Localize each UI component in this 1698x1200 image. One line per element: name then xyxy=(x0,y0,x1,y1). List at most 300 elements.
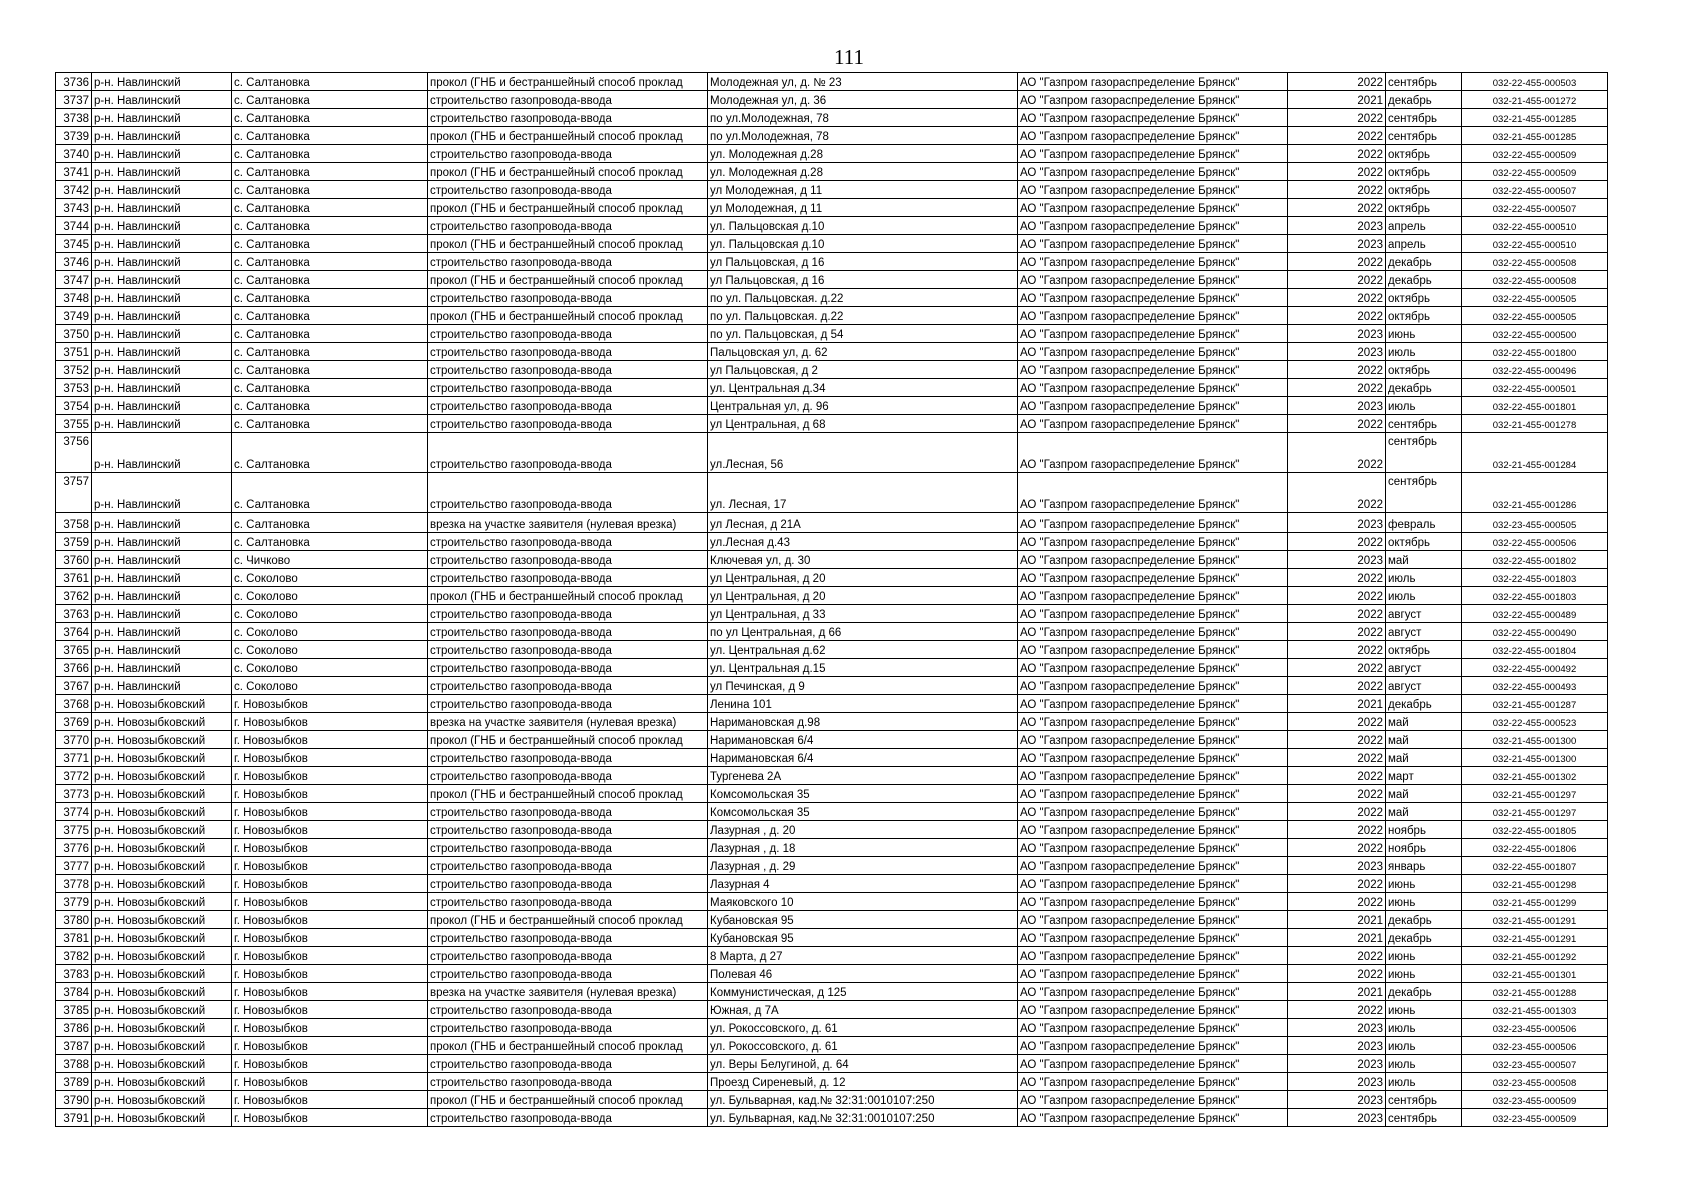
cell-district: р-н. Новозыбковский xyxy=(92,821,232,839)
cell-district: р-н. Навлинский xyxy=(92,473,232,513)
cell-request-number: 032-21-455-001284 xyxy=(1462,433,1608,473)
table-row xyxy=(56,181,1608,199)
table-row xyxy=(56,145,1608,163)
cell-row-number: 3770 xyxy=(56,731,92,749)
cell-address: Тургенева 2А xyxy=(708,767,1018,785)
cell-address: Наримановская 6/4 xyxy=(708,731,1018,749)
cell-year: 2023 xyxy=(1288,857,1386,875)
cell-row-number: 3749 xyxy=(56,307,92,325)
cell-request-number: 032-22-455-001803 xyxy=(1462,569,1608,587)
cell-request-number: 032-22-455-001805 xyxy=(1462,821,1608,839)
cell-district: р-н. Новозыбковский xyxy=(92,785,232,803)
cell-district: р-н. Новозыбковский xyxy=(92,1109,232,1127)
cell-year: 2022 xyxy=(1288,893,1386,911)
cell-month: июнь xyxy=(1386,1001,1462,1019)
cell-row-number: 3766 xyxy=(56,659,92,677)
cell-address: Южная, д 7А xyxy=(708,1001,1018,1019)
table-row xyxy=(56,569,1608,587)
cell-request-number: 032-22-455-000507 xyxy=(1462,181,1608,199)
cell-row-number: 3767 xyxy=(56,677,92,695)
cell-request-number: 032-22-455-000489 xyxy=(1462,605,1608,623)
cell-address: ул Молодежная, д 11 xyxy=(708,199,1018,217)
cell-request-number: 032-23-455-000509 xyxy=(1462,1109,1608,1127)
cell-month: сентябрь xyxy=(1386,73,1462,91)
cell-contractor: АО "Газпром газораспределение Брянск" xyxy=(1018,821,1288,839)
cell-address: Коммунистическая, д 125 xyxy=(708,983,1018,1001)
cell-locality: с. Салтановка xyxy=(232,379,428,397)
cell-locality: с. Соколово xyxy=(232,641,428,659)
cell-year: 2022 xyxy=(1288,731,1386,749)
cell-request-number: 032-22-455-000508 xyxy=(1462,253,1608,271)
cell-request-number: 032-21-455-001301 xyxy=(1462,965,1608,983)
cell-year: 2022 xyxy=(1288,1001,1386,1019)
cell-year: 2022 xyxy=(1288,533,1386,551)
table-row xyxy=(56,623,1608,641)
cell-locality: г. Новозыбков xyxy=(232,893,428,911)
cell-locality: г. Новозыбков xyxy=(232,821,428,839)
cell-contractor: АО "Газпром газораспределение Брянск" xyxy=(1018,91,1288,109)
cell-row-number: 3786 xyxy=(56,1019,92,1037)
cell-district: р-н. Навлинский xyxy=(92,379,232,397)
cell-year: 2022 xyxy=(1288,641,1386,659)
cell-work-type: строительство газопровода-ввода xyxy=(428,343,708,361)
cell-month: август xyxy=(1386,623,1462,641)
cell-work-type: строительство газопровода-ввода xyxy=(428,433,708,473)
cell-work-type: строительство газопровода-ввода xyxy=(428,1073,708,1091)
table-row xyxy=(56,1019,1608,1037)
table-row xyxy=(56,911,1608,929)
cell-contractor: АО "Газпром газораспределение Брянск" xyxy=(1018,713,1288,731)
cell-district: р-н. Навлинский xyxy=(92,397,232,415)
cell-contractor: АО "Газпром газораспределение Брянск" xyxy=(1018,235,1288,253)
cell-year: 2022 xyxy=(1288,73,1386,91)
cell-year: 2021 xyxy=(1288,929,1386,947)
cell-district: р-н. Новозыбковский xyxy=(92,767,232,785)
cell-year: 2022 xyxy=(1288,623,1386,641)
table-row xyxy=(56,415,1608,433)
cell-work-type: строительство газопровода-ввода xyxy=(428,893,708,911)
table-row xyxy=(56,749,1608,767)
cell-work-type: строительство газопровода-ввода xyxy=(428,551,708,569)
cell-row-number: 3762 xyxy=(56,587,92,605)
cell-row-number: 3787 xyxy=(56,1037,92,1055)
cell-row-number: 3741 xyxy=(56,163,92,181)
cell-district: р-н. Навлинский xyxy=(92,163,232,181)
cell-year: 2022 xyxy=(1288,127,1386,145)
cell-request-number: 032-21-455-001272 xyxy=(1462,91,1608,109)
cell-district: р-н. Новозыбковский xyxy=(92,731,232,749)
cell-request-number: 032-21-455-001291 xyxy=(1462,911,1608,929)
cell-month: март xyxy=(1386,767,1462,785)
cell-year: 2023 xyxy=(1288,1109,1386,1127)
cell-work-type: строительство газопровода-ввода xyxy=(428,1109,708,1127)
cell-contractor: АО "Газпром газораспределение Брянск" xyxy=(1018,569,1288,587)
cell-month: октябрь xyxy=(1386,289,1462,307)
cell-row-number: 3777 xyxy=(56,857,92,875)
cell-district: р-н. Навлинский xyxy=(92,551,232,569)
cell-year: 2023 xyxy=(1288,217,1386,235)
cell-year: 2022 xyxy=(1288,569,1386,587)
cell-row-number: 3740 xyxy=(56,145,92,163)
cell-year: 2022 xyxy=(1288,605,1386,623)
cell-work-type: строительство газопровода-ввода xyxy=(428,875,708,893)
table-row xyxy=(56,821,1608,839)
cell-district: р-н. Навлинский xyxy=(92,181,232,199)
cell-address: Кубановская 95 xyxy=(708,929,1018,947)
cell-locality: с. Салтановка xyxy=(232,289,428,307)
cell-address: ул. Бульварная, кад.№ 32:31:0010107:250 xyxy=(708,1109,1018,1127)
cell-locality: с. Салтановка xyxy=(232,163,428,181)
cell-district: р-н. Навлинский xyxy=(92,109,232,127)
cell-row-number: 3774 xyxy=(56,803,92,821)
cell-month: ноябрь xyxy=(1386,839,1462,857)
cell-work-type: строительство газопровода-ввода xyxy=(428,361,708,379)
cell-year: 2022 xyxy=(1288,145,1386,163)
cell-locality: с. Салтановка xyxy=(232,91,428,109)
cell-address: ул. Центральная д.34 xyxy=(708,379,1018,397)
cell-month: октябрь xyxy=(1386,181,1462,199)
cell-row-number: 3738 xyxy=(56,109,92,127)
cell-request-number: 032-21-455-001300 xyxy=(1462,749,1608,767)
cell-contractor: АО "Газпром газораспределение Брянск" xyxy=(1018,181,1288,199)
cell-address: ул Пальцовская, д 2 xyxy=(708,361,1018,379)
cell-month: сентябрь xyxy=(1386,1091,1462,1109)
cell-address: по ул. Пальцовская. д.22 xyxy=(708,307,1018,325)
cell-request-number: 032-21-455-001286 xyxy=(1462,473,1608,513)
cell-address: Проезд Сиреневый, д. 12 xyxy=(708,1073,1018,1091)
cell-district: р-н. Навлинский xyxy=(92,145,232,163)
cell-month: июль xyxy=(1386,587,1462,605)
cell-locality: г. Новозыбков xyxy=(232,929,428,947)
table-row xyxy=(56,1055,1608,1073)
cell-year: 2021 xyxy=(1288,983,1386,1001)
cell-month: октябрь xyxy=(1386,199,1462,217)
cell-work-type: прокол (ГНБ и бестраншейный способ проклад xyxy=(428,785,708,803)
cell-contractor: АО "Газпром газораспределение Брянск" xyxy=(1018,533,1288,551)
cell-address: по ул.Молодежная, 78 xyxy=(708,109,1018,127)
cell-request-number: 032-22-455-000506 xyxy=(1462,533,1608,551)
cell-year: 2022 xyxy=(1288,199,1386,217)
cell-contractor: АО "Газпром газораспределение Брянск" xyxy=(1018,1019,1288,1037)
cell-row-number: 3743 xyxy=(56,199,92,217)
cell-year: 2022 xyxy=(1288,749,1386,767)
cell-contractor: АО "Газпром газораспределение Брянск" xyxy=(1018,473,1288,513)
cell-month: декабрь xyxy=(1386,695,1462,713)
cell-request-number: 032-22-455-000507 xyxy=(1462,199,1608,217)
cell-contractor: АО "Газпром газораспределение Брянск" xyxy=(1018,785,1288,803)
cell-request-number: 032-21-455-001278 xyxy=(1462,415,1608,433)
cell-work-type: строительство газопровода-ввода xyxy=(428,749,708,767)
cell-work-type: строительство газопровода-ввода xyxy=(428,91,708,109)
cell-year: 2022 xyxy=(1288,361,1386,379)
cell-contractor: АО "Газпром газораспределение Брянск" xyxy=(1018,605,1288,623)
table-row xyxy=(56,713,1608,731)
cell-contractor: АО "Газпром газораспределение Брянск" xyxy=(1018,289,1288,307)
table-row xyxy=(56,587,1608,605)
cell-request-number: 032-21-455-001285 xyxy=(1462,109,1608,127)
cell-month: декабрь xyxy=(1386,929,1462,947)
cell-address: Полевая 46 xyxy=(708,965,1018,983)
cell-address: по ул. Пальцовская, д 54 xyxy=(708,325,1018,343)
cell-request-number: 032-22-455-001806 xyxy=(1462,839,1608,857)
table-row xyxy=(56,1037,1608,1055)
cell-work-type: строительство газопровода-ввода xyxy=(428,641,708,659)
table-row xyxy=(56,803,1608,821)
cell-request-number: 032-21-455-001285 xyxy=(1462,127,1608,145)
cell-work-type: строительство газопровода-ввода xyxy=(428,695,708,713)
cell-contractor: АО "Газпром газораспределение Брянск" xyxy=(1018,1001,1288,1019)
cell-locality: с. Салтановка xyxy=(232,343,428,361)
cell-district: р-н. Навлинский xyxy=(92,605,232,623)
cell-district: р-н. Навлинский xyxy=(92,271,232,289)
cell-work-type: строительство газопровода-ввода xyxy=(428,217,708,235)
cell-request-number: 032-22-455-001804 xyxy=(1462,641,1608,659)
cell-month: июль xyxy=(1386,1037,1462,1055)
cell-year: 2022 xyxy=(1288,965,1386,983)
cell-request-number: 032-21-455-001287 xyxy=(1462,695,1608,713)
cell-contractor: АО "Газпром газораспределение Брянск" xyxy=(1018,145,1288,163)
cell-request-number: 032-22-455-000505 xyxy=(1462,307,1608,325)
cell-contractor: АО "Газпром газораспределение Брянск" xyxy=(1018,929,1288,947)
cell-address: ул. Лесная, 17 xyxy=(708,473,1018,513)
table-row xyxy=(56,857,1608,875)
cell-work-type: строительство газопровода-ввода xyxy=(428,821,708,839)
table-row xyxy=(56,839,1608,857)
cell-district: р-н. Навлинский xyxy=(92,641,232,659)
cell-district: р-н. Навлинский xyxy=(92,361,232,379)
cell-work-type: строительство газопровода-ввода xyxy=(428,109,708,127)
cell-row-number: 3768 xyxy=(56,695,92,713)
cell-month: май xyxy=(1386,803,1462,821)
cell-district: р-н. Навлинский xyxy=(92,569,232,587)
table-row xyxy=(56,1001,1608,1019)
table-row xyxy=(56,397,1608,415)
cell-work-type: прокол (ГНБ и бестраншейный способ проклад xyxy=(428,271,708,289)
cell-month: апрель xyxy=(1386,217,1462,235)
cell-contractor: АО "Газпром газораспределение Брянск" xyxy=(1018,325,1288,343)
cell-contractor: АО "Газпром газораспределение Брянск" xyxy=(1018,361,1288,379)
cell-year: 2023 xyxy=(1288,1091,1386,1109)
cell-address: ул.Лесная, 56 xyxy=(708,433,1018,473)
cell-address: ул Печинская, д 9 xyxy=(708,677,1018,695)
cell-row-number: 3775 xyxy=(56,821,92,839)
cell-district: р-н. Навлинский xyxy=(92,199,232,217)
cell-request-number: 032-22-455-001807 xyxy=(1462,857,1608,875)
cell-locality: с. Соколово xyxy=(232,569,428,587)
cell-row-number: 3788 xyxy=(56,1055,92,1073)
cell-month: октябрь xyxy=(1386,307,1462,325)
cell-row-number: 3778 xyxy=(56,875,92,893)
cell-month: октябрь xyxy=(1386,163,1462,181)
cell-locality: г. Новозыбков xyxy=(232,785,428,803)
register-table-body xyxy=(56,73,1608,1127)
cell-address: Наримановская д.98 xyxy=(708,713,1018,731)
cell-year: 2023 xyxy=(1288,1055,1386,1073)
cell-work-type: строительство газопровода-ввода xyxy=(428,181,708,199)
cell-address: Лазурная 4 xyxy=(708,875,1018,893)
cell-address: ул Молодежная, д 11 xyxy=(708,181,1018,199)
cell-month: октябрь xyxy=(1386,361,1462,379)
cell-year: 2022 xyxy=(1288,947,1386,965)
cell-work-type: строительство газопровода-ввода xyxy=(428,767,708,785)
cell-year: 2021 xyxy=(1288,91,1386,109)
cell-request-number: 032-23-455-000506 xyxy=(1462,1019,1608,1037)
cell-year: 2022 xyxy=(1288,271,1386,289)
cell-request-number: 032-22-455-000509 xyxy=(1462,145,1608,163)
cell-work-type: строительство газопровода-ввода xyxy=(428,379,708,397)
cell-locality: с. Салтановка xyxy=(232,361,428,379)
cell-month: май xyxy=(1386,785,1462,803)
cell-contractor: АО "Газпром газораспределение Брянск" xyxy=(1018,73,1288,91)
cell-year: 2023 xyxy=(1288,235,1386,253)
cell-locality: с. Соколово xyxy=(232,605,428,623)
cell-locality: с. Салтановка xyxy=(232,271,428,289)
cell-contractor: АО "Газпром газораспределение Брянск" xyxy=(1018,947,1288,965)
cell-district: р-н. Новозыбковский xyxy=(92,1019,232,1037)
table-row xyxy=(56,1109,1608,1127)
cell-contractor: АО "Газпром газораспределение Брянск" xyxy=(1018,1073,1288,1091)
cell-contractor: АО "Газпром газораспределение Брянск" xyxy=(1018,965,1288,983)
cell-locality: г. Новозыбков xyxy=(232,731,428,749)
cell-month: декабрь xyxy=(1386,983,1462,1001)
cell-locality: г. Новозыбков xyxy=(232,947,428,965)
cell-address: Лазурная , д. 29 xyxy=(708,857,1018,875)
cell-district: р-н. Навлинский xyxy=(92,217,232,235)
cell-locality: с. Салтановка xyxy=(232,533,428,551)
cell-row-number: 3779 xyxy=(56,893,92,911)
cell-locality: с. Салтановка xyxy=(232,181,428,199)
cell-locality: с. Соколово xyxy=(232,623,428,641)
cell-year: 2022 xyxy=(1288,767,1386,785)
cell-request-number: 032-21-455-001291 xyxy=(1462,929,1608,947)
table-row xyxy=(56,127,1608,145)
cell-work-type: прокол (ГНБ и бестраншейный способ проклад xyxy=(428,127,708,145)
cell-locality: с. Чичково xyxy=(232,551,428,569)
cell-request-number: 032-22-455-001800 xyxy=(1462,343,1608,361)
table-row xyxy=(56,433,1608,473)
cell-locality: с. Салтановка xyxy=(232,109,428,127)
cell-address: Комсомольская 35 xyxy=(708,803,1018,821)
cell-row-number: 3754 xyxy=(56,397,92,415)
cell-contractor: АО "Газпром газораспределение Брянск" xyxy=(1018,551,1288,569)
cell-request-number: 032-22-455-001801 xyxy=(1462,397,1608,415)
cell-row-number: 3773 xyxy=(56,785,92,803)
cell-address: Ленина 101 xyxy=(708,695,1018,713)
cell-locality: г. Новозыбков xyxy=(232,803,428,821)
cell-year: 2022 xyxy=(1288,587,1386,605)
cell-work-type: прокол (ГНБ и бестраншейный способ проклад xyxy=(428,1091,708,1109)
cell-row-number: 3791 xyxy=(56,1109,92,1127)
cell-year: 2022 xyxy=(1288,181,1386,199)
table-row xyxy=(56,731,1608,749)
cell-row-number: 3752 xyxy=(56,361,92,379)
cell-year: 2022 xyxy=(1288,875,1386,893)
cell-month: декабрь xyxy=(1386,91,1462,109)
table-row xyxy=(56,217,1608,235)
cell-row-number: 3757 xyxy=(56,473,92,513)
cell-year: 2023 xyxy=(1288,513,1386,533)
cell-work-type: строительство газопровода-ввода xyxy=(428,397,708,415)
cell-address: Ключевая ул, д. 30 xyxy=(708,551,1018,569)
cell-work-type: строительство газопровода-ввода xyxy=(428,839,708,857)
table-row xyxy=(56,325,1608,343)
cell-work-type: строительство газопровода-ввода xyxy=(428,415,708,433)
cell-month: декабрь xyxy=(1386,253,1462,271)
cell-district: р-н. Новозыбковский xyxy=(92,1073,232,1091)
cell-work-type: строительство газопровода-ввода xyxy=(428,605,708,623)
cell-contractor: АО "Газпром газораспределение Брянск" xyxy=(1018,343,1288,361)
cell-contractor: АО "Газпром газораспределение Брянск" xyxy=(1018,857,1288,875)
cell-month: июль xyxy=(1386,1073,1462,1091)
cell-row-number: 3747 xyxy=(56,271,92,289)
cell-work-type: строительство газопровода-ввода xyxy=(428,857,708,875)
cell-row-number: 3755 xyxy=(56,415,92,433)
cell-locality: г. Новозыбков xyxy=(232,1109,428,1127)
cell-month: июнь xyxy=(1386,875,1462,893)
cell-district: р-н. Новозыбковский xyxy=(92,875,232,893)
cell-district: р-н. Навлинский xyxy=(92,415,232,433)
cell-work-type: строительство газопровода-ввода xyxy=(428,569,708,587)
cell-month: январь xyxy=(1386,857,1462,875)
cell-contractor: АО "Газпром газораспределение Брянск" xyxy=(1018,1091,1288,1109)
cell-address: Центральная ул, д. 96 xyxy=(708,397,1018,415)
cell-locality: г. Новозыбков xyxy=(232,983,428,1001)
cell-month: июль xyxy=(1386,569,1462,587)
cell-work-type: прокол (ГНБ и бестраншейный способ проклад xyxy=(428,163,708,181)
table-row xyxy=(56,361,1608,379)
cell-locality: с. Салтановка xyxy=(232,199,428,217)
cell-row-number: 3759 xyxy=(56,533,92,551)
cell-contractor: АО "Газпром газораспределение Брянск" xyxy=(1018,641,1288,659)
cell-locality: г. Новозыбков xyxy=(232,911,428,929)
cell-request-number: 032-22-455-001802 xyxy=(1462,551,1608,569)
cell-month: июль xyxy=(1386,1019,1462,1037)
cell-address: ул. Пальцовская д.10 xyxy=(708,235,1018,253)
cell-address: Лазурная , д. 18 xyxy=(708,839,1018,857)
cell-district: р-н. Навлинский xyxy=(92,623,232,641)
cell-year: 2023 xyxy=(1288,325,1386,343)
cell-district: р-н. Навлинский xyxy=(92,307,232,325)
cell-address: по ул.Молодежная, 78 xyxy=(708,127,1018,145)
cell-request-number: 032-22-455-000508 xyxy=(1462,271,1608,289)
table-row xyxy=(56,289,1608,307)
cell-contractor: АО "Газпром газораспределение Брянск" xyxy=(1018,983,1288,1001)
table-row xyxy=(56,677,1608,695)
cell-year: 2022 xyxy=(1288,803,1386,821)
cell-work-type: строительство газопровода-ввода xyxy=(428,677,708,695)
cell-month: сентябрь xyxy=(1386,127,1462,145)
cell-request-number: 032-23-455-000508 xyxy=(1462,1073,1608,1091)
cell-locality: г. Новозыбков xyxy=(232,767,428,785)
cell-contractor: АО "Газпром газораспределение Брянск" xyxy=(1018,217,1288,235)
cell-year: 2022 xyxy=(1288,289,1386,307)
cell-work-type: строительство газопровода-ввода xyxy=(428,533,708,551)
cell-locality: г. Новозыбков xyxy=(232,1037,428,1055)
cell-contractor: АО "Газпром газораспределение Брянск" xyxy=(1018,875,1288,893)
cell-address: ул Пальцовская, д 16 xyxy=(708,253,1018,271)
cell-request-number: 032-22-455-000510 xyxy=(1462,217,1608,235)
cell-contractor: АО "Газпром газораспределение Брянск" xyxy=(1018,109,1288,127)
cell-contractor: АО "Газпром газораспределение Брянск" xyxy=(1018,749,1288,767)
cell-row-number: 3737 xyxy=(56,91,92,109)
cell-year: 2022 xyxy=(1288,379,1386,397)
cell-address: ул Пальцовская, д 16 xyxy=(708,271,1018,289)
table-row xyxy=(56,1091,1608,1109)
cell-request-number: 032-23-455-000509 xyxy=(1462,1091,1608,1109)
cell-contractor: АО "Газпром газораспределение Брянск" xyxy=(1018,1055,1288,1073)
cell-district: р-н. Новозыбковский xyxy=(92,839,232,857)
cell-district: р-н. Навлинский xyxy=(92,127,232,145)
